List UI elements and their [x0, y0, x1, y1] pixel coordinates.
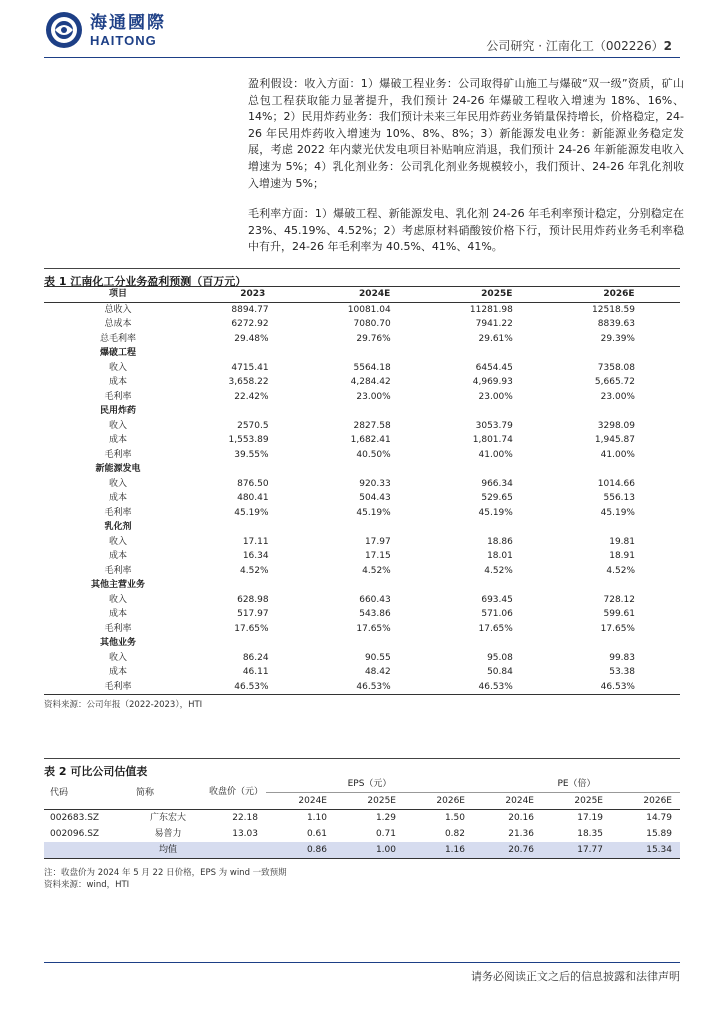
table2-header-price: 收盘价（元）: [206, 776, 266, 810]
table-row: [44, 506, 680, 521]
row-label: 其他主营业务: [90, 580, 145, 590]
cell-value: 2570.5: [237, 420, 269, 431]
table2-title: 表 2 可比公司估值表: [44, 758, 680, 779]
cell-value: 41.00%: [600, 449, 635, 460]
avg-eps: 1.00: [335, 842, 404, 859]
table-row: [44, 622, 680, 637]
cell-value: 23.00%: [478, 391, 513, 402]
table-row: [44, 390, 680, 405]
cell-value: [436, 520, 558, 535]
row-label: 总毛利率: [99, 333, 136, 344]
cell-value: [314, 404, 436, 419]
eps-value: 1.29: [375, 813, 396, 823]
row-label: 总成本: [104, 319, 132, 329]
table2-year: 2025E: [542, 793, 611, 810]
row-label: 新能源发电: [95, 464, 141, 474]
cell-value: 53.38: [609, 667, 635, 677]
table1-header-cell: 项目: [44, 287, 192, 303]
table1-header-cell: 2025E: [436, 287, 558, 303]
table2-year: 2024E: [266, 793, 335, 810]
eps-value: 0.82: [444, 829, 465, 839]
cell-value: 17.11: [242, 536, 269, 547]
table-row: [44, 607, 680, 622]
segment-forecast-table: [44, 286, 680, 695]
table-row: [44, 810, 680, 827]
cell-value: 3298.09: [597, 420, 635, 431]
cell-value: 45.19%: [234, 507, 269, 518]
cell-value: 876.50: [237, 478, 269, 489]
cell-value: [436, 346, 558, 361]
row-label: 成本: [108, 377, 127, 387]
cell-value: 3,658.22: [228, 377, 269, 387]
cell-value: 46.53%: [436, 680, 558, 695]
cell-value: 1,801.74: [472, 435, 513, 445]
table-row: [44, 302, 680, 317]
table-row: [44, 419, 680, 434]
cell-value: 6272.92: [231, 319, 269, 329]
table-row: [44, 477, 680, 492]
cell-value: 6454.45: [475, 362, 513, 373]
table-row: [44, 332, 680, 347]
cell-value: 46.53%: [558, 680, 680, 695]
cell-value: [192, 346, 314, 361]
table2-header-code: 代码: [44, 776, 130, 810]
cell-value: 39.55%: [234, 449, 269, 460]
cell-value: 16.34: [242, 551, 269, 561]
cell-value: 29.48%: [234, 333, 269, 344]
table-row: [44, 564, 680, 579]
table1-source: 资料来源：公司年报（2022-2023），HTI: [44, 700, 203, 710]
table-section-row: [44, 346, 680, 361]
cell-value: 18.86: [487, 536, 513, 547]
cell-value: 4.52%: [484, 565, 513, 576]
cell-value: 1,553.89: [228, 435, 269, 445]
table-section-row: [44, 520, 680, 535]
cell-value: [558, 462, 680, 477]
table-row: [44, 826, 680, 842]
cell-value: [436, 404, 558, 419]
cell-value: 17.65%: [234, 623, 269, 634]
cell-value: [558, 636, 680, 651]
cell-value: 17.65%: [478, 623, 513, 634]
table-row: [44, 651, 680, 666]
table2-year: 2026E: [404, 793, 473, 810]
cell-value: 17.15: [364, 551, 391, 561]
eps-value: 0.71: [375, 829, 396, 839]
cell-value: 966.34: [481, 478, 513, 489]
row-label: 成本: [108, 609, 127, 619]
cell-value: 7941.22: [475, 319, 513, 329]
cell-value: [436, 578, 558, 593]
eps-value: 1.50: [444, 813, 465, 823]
cell-value: [192, 404, 314, 419]
logo-english-name: HAITONG: [90, 32, 157, 48]
average-label: 均值: [130, 842, 206, 859]
cell-value: 11281.98: [469, 304, 513, 315]
cell-value: 2827.58: [353, 420, 391, 431]
table2-source: 资料来源：wind，HTI: [44, 880, 130, 890]
table2-header-pe: PE（倍）: [473, 776, 680, 793]
row-label: 乳化剂: [104, 522, 132, 532]
header-divider: [44, 57, 680, 58]
cell-value: 571.06: [481, 609, 513, 619]
eps-value: 1.10: [306, 813, 327, 823]
cell-value: 41.00%: [478, 449, 513, 460]
company-name: 广东宏大: [149, 813, 186, 823]
cell-value: [192, 520, 314, 535]
cell-value: 1014.66: [597, 478, 635, 489]
cell-value: 4715.41: [231, 362, 269, 373]
cell-value: 86.24: [242, 652, 269, 663]
cell-value: 99.83: [609, 652, 635, 663]
cell-value: 45.19%: [478, 507, 513, 518]
cell-value: [314, 636, 436, 651]
cell-value: 556.13: [603, 493, 635, 503]
cell-value: 517.97: [237, 609, 269, 619]
assumption-revenue-paragraph: 盈利假设：收入方面：1）爆破工程业务：公司取得矿山施工与爆破“双一级”资质，矿山总包工程获取能力显著提升，我们预计 24-26 年爆破工程收入增速为 18%、16%、14%；2）民用炸药业务：我们预计未来三年民用炸药业务销量保持增长，价格稳定，24-26 年民用炸药收入增速为 10%、8%、8%；3）新能源发电业务：新能源业务稳定发展，考虑 2022 年内蒙光伏发电项目补贴响应消退，我们预计 24-26 年新能源发电收入增速为 5%；4）乳化剂业务：公司乳化剂业务规模较小，我们预计、24-26 年乳化剂收入增速为 5%；: [248, 77, 684, 190]
cell-value: 40.50%: [356, 449, 391, 460]
table1-header-cell: 2023: [192, 287, 314, 303]
cell-value: 7358.08: [597, 362, 635, 373]
table-section-row: [44, 578, 680, 593]
cell-value: [558, 578, 680, 593]
cell-value: 50.84: [487, 667, 513, 677]
cell-value: 660.43: [359, 594, 391, 605]
cell-value: 45.19%: [600, 507, 635, 518]
table-row: [44, 593, 680, 608]
cell-value: 628.98: [237, 594, 269, 605]
logo-chinese-name: 海通國際: [90, 12, 166, 33]
cell-value: 5564.18: [353, 362, 391, 373]
company-logo: [44, 10, 166, 50]
cell-value: 529.65: [481, 493, 513, 503]
table2-year: 2025E: [335, 793, 404, 810]
cell-value: 23.00%: [600, 391, 635, 402]
table-row: [44, 535, 680, 550]
cell-value: 18.91: [609, 551, 635, 561]
cell-value: [314, 578, 436, 593]
row-label: 收入: [108, 362, 127, 373]
table1-header-row: [44, 287, 680, 303]
cell-value: 4,284.42: [350, 377, 391, 387]
cell-value: 90.55: [364, 652, 391, 663]
cell-value: 18.01: [487, 551, 513, 561]
table1-header-cell: 2026E: [558, 287, 680, 303]
close-price: 22.18: [232, 813, 258, 823]
table-section-row: [44, 462, 680, 477]
table2-header-eps: EPS（元）: [266, 776, 473, 793]
pe-value: 21.36: [508, 829, 534, 839]
close-price: 13.03: [232, 829, 258, 839]
cell-value: 95.08: [487, 652, 513, 663]
table2-note: 注：收盘价为 2024 年 5 月 22 日价格，EPS 为 wind 一致预期: [44, 868, 287, 878]
cell-value: 4.52%: [240, 565, 269, 576]
cell-value: 920.33: [359, 478, 391, 489]
row-label: 毛利率: [104, 565, 132, 576]
company-name: 易普力: [154, 829, 182, 839]
cell-value: 543.86: [359, 609, 391, 619]
avg-spacer: [206, 842, 266, 859]
table2-header-name: 简称: [130, 776, 206, 810]
average-row: [44, 842, 680, 859]
table-row: [44, 491, 680, 506]
row-label: 收入: [108, 594, 127, 605]
cell-value: [558, 520, 680, 535]
report-path: 公司研究 · 江南化工（002226）: [486, 39, 664, 53]
cell-value: [192, 462, 314, 477]
eps-value: 0.61: [306, 829, 327, 839]
avg-eps: 1.16: [404, 842, 473, 859]
avg-spacer: [44, 842, 130, 859]
cell-value: 728.12: [603, 594, 635, 605]
table2-notes: [44, 867, 287, 891]
table1-header-cell: 2024E: [314, 287, 436, 303]
cell-value: [314, 520, 436, 535]
table2-year: 2026E: [611, 793, 680, 810]
pe-value: 14.79: [646, 813, 672, 823]
cell-value: 693.45: [481, 594, 513, 605]
table-row: [44, 317, 680, 332]
cell-value: [436, 636, 558, 651]
cell-value: 10081.04: [347, 304, 391, 315]
avg-pe: 15.34: [611, 842, 680, 859]
table2-group-header-row: [44, 776, 680, 793]
cell-value: [192, 578, 314, 593]
cell-value: 4.52%: [362, 565, 391, 576]
cell-value: 46.11: [242, 667, 269, 677]
company-code: 002683.SZ: [50, 813, 100, 823]
table-row: [44, 680, 680, 695]
row-label: 总收入: [104, 304, 132, 315]
row-label: 收入: [108, 478, 127, 489]
pe-value: 17.19: [577, 813, 603, 823]
cell-value: 29.76%: [356, 333, 391, 344]
row-label: 其他业务: [99, 638, 136, 648]
cell-value: 19.81: [609, 536, 635, 547]
cell-value: [192, 636, 314, 651]
table-row: [44, 549, 680, 564]
cell-value: 1,682.41: [350, 435, 391, 445]
cell-value: 29.39%: [600, 333, 635, 344]
cell-value: 45.19%: [356, 507, 391, 518]
cell-value: [436, 462, 558, 477]
avg-eps: 0.86: [266, 842, 335, 859]
cell-value: 17.65%: [600, 623, 635, 634]
cell-value: 48.42: [364, 667, 391, 677]
assumption-margin-paragraph: 毛利率方面：1）爆破工程、新能源发电、乳化剂 24-26 年毛利率预计稳定，分别稳定在 23%、45.19%、4.52%；2）考虑原材料硝酸铵价格下行，预计民用炸药业务毛利率稳中有升，24-26 年毛利率为 40.5%、41%、41%。: [248, 207, 684, 254]
cell-value: 23.00%: [356, 391, 391, 402]
table2-year: 2024E: [473, 793, 542, 810]
table-row: [44, 361, 680, 376]
cell-value: 599.61: [603, 609, 635, 619]
table-section-row: [44, 636, 680, 651]
row-label: 收入: [108, 652, 127, 663]
cell-value: 5,665.72: [594, 377, 635, 387]
footer-divider: [44, 962, 680, 963]
cell-value: 17.65%: [356, 623, 391, 634]
row-label: 毛利率: [104, 623, 132, 634]
cell-value: 12518.59: [592, 304, 635, 315]
row-label: 爆破工程: [99, 348, 136, 358]
pe-value: 15.89: [646, 829, 672, 839]
row-label: 民用炸药: [99, 406, 136, 416]
haitong-logo-icon: [44, 10, 84, 50]
avg-pe: 20.76: [473, 842, 542, 859]
row-label: 成本: [108, 493, 127, 503]
row-label: 收入: [108, 420, 127, 431]
cell-value: 46.53%: [192, 680, 314, 695]
row-label: 毛利率: [104, 449, 132, 460]
cell-value: 46.53%: [314, 680, 436, 695]
cell-value: 1,945.87: [594, 435, 635, 445]
row-label: 成本: [108, 551, 127, 561]
cell-value: [558, 346, 680, 361]
page-number: 2: [663, 39, 672, 53]
cell-value: 29.61%: [478, 333, 513, 344]
footer-disclaimer: 请务必阅读正文之后的信息披露和法律声明: [471, 970, 680, 983]
report-header: [486, 37, 672, 54]
pe-value: 20.16: [508, 813, 534, 823]
row-label: 成本: [108, 667, 127, 677]
cell-value: 480.41: [237, 493, 269, 503]
pe-value: 18.35: [577, 829, 603, 839]
cell-value: 7080.70: [353, 319, 391, 329]
cell-value: 4,969.93: [472, 377, 513, 387]
cell-value: 17.97: [364, 536, 391, 547]
row-label: 毛利率: [104, 391, 132, 402]
row-label: 成本: [108, 435, 127, 445]
cell-value: [314, 462, 436, 477]
cell-value: 504.43: [359, 493, 391, 503]
cell-value: [314, 346, 436, 361]
avg-pe: 17.77: [542, 842, 611, 859]
cell-value: 22.42%: [234, 391, 269, 402]
cell-value: [558, 404, 680, 419]
cell-value: 3053.79: [475, 420, 513, 431]
cell-value: 8839.63: [597, 319, 635, 329]
table-row: [44, 448, 680, 463]
row-label: 收入: [108, 536, 127, 547]
cell-value: 4.52%: [606, 565, 635, 576]
table-row: [44, 375, 680, 390]
row-label: 毛利率: [104, 507, 132, 518]
table-row: [44, 665, 680, 680]
table-section-row: [44, 404, 680, 419]
row-label: 毛利率: [44, 680, 192, 695]
cell-value: 8894.77: [231, 304, 269, 315]
company-code: 002096.SZ: [50, 829, 100, 839]
table1-title: 表 1 江南化工分业务盈利预测（百万元）: [44, 268, 680, 289]
comparable-valuation-table: [44, 776, 680, 859]
table-row: [44, 433, 680, 448]
